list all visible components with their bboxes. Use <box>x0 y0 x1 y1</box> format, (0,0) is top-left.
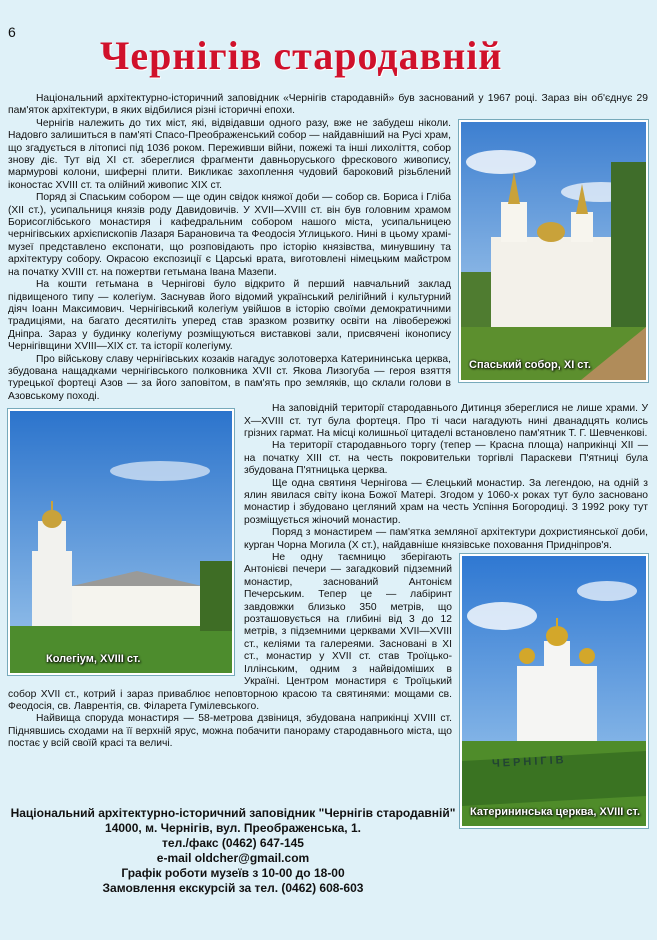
paragraph: Найвища споруда монастиря — 58-метрова дзвіниця, збудована наприкінці XVIII ст. Піднявшись сходами на її верхній ярус, можна побачити панораму стародавнього міста, що постає у всій своїй красі та величі. <box>8 713 452 750</box>
paragraph: На кошти гетьмана в Чернігові було відкрито й перший навчальний заклад підвищеного типу — колегіум. Заснував його відомий український релігійний і культурний діяч Іоанн Максимович. Чернігівський колегіум увійшов в історію своїми демократичними традиціями, на багато десятиліть уперед став зразком розвитку освіти на лівобережжі Дніпра. Зараз у будинку колегіуму розміщуються виставкові зали, присвячені іконопису Чернігівщини XVIII—XIX ст. та історії колегіуму. <box>8 279 451 353</box>
photo-caption: Катерининська церква, XVIII ст. <box>470 805 641 818</box>
paragraph: Ще одна святиня Чернігова — Єлецький монастир. За легендою, на одній з ялин явилася світу ікона Божої Матері. Згодом у 1060-х роках тут було засновано монастир і збудовано цегляний храм на честь Успіння Богородиці. З 1992 року тут розміщується жіночий монастир. <box>244 477 648 526</box>
paragraph: Поряд зі Спаським собором — ще один свідок княжої доби — собор св. Бориса і Гліба (XII ст.), усипальниця князів роду Давидовичів. У XVII—XVIII ст. він був головним храмом Борисоглібського монастиря і кафедральним собором нашого міста, усипальницею чернігівських архієпископів Лазаря Барановича та Феодосія Углицького. Нині в цьому храмі-музеї представлено експонати, що розповідають про історію князівства, минувшину та архітектуру собору. Окрасою експозиції є Царські врата, виготовлені німецьким майстром на початку XVIII ст. на пожертви гетьмана Івана Мазепи. <box>8 192 451 278</box>
footer-tours: Замовлення екскурсій за тел. (0462) 608-603 <box>102 881 364 895</box>
paragraph: На території стародавнього торгу (тепер — Красна площа) наприкінці XII — на початку XIII ст. на честь покровительки торгівлі Параскеви П'ятниці була збудована П'ятницька церква. <box>244 440 648 477</box>
photo-kolehium <box>8 409 234 675</box>
paragraph: Чернігів належить до тих міст, які, відвідавши одного разу, вже не забудеш ніколи. Надовго залишиться в пам'яті Спасо-Преображенський собор — найдавніший на Русі храм, що згадується в літописі під 1036 роком. Переживши війни, пожежі та інші лихоліття, собор знову діє. Тут від XI ст. збереглися фрагменти давньоруського фрескового живопису, мармурові колони, шиферні плити. Викликає захоплення чудовий бароковий різьблений іконостас XVIII ст. та олійний живопис XIX ст. <box>8 117 451 191</box>
paragraph: Не одну таємницю зберігають Антонієві печери — загадковий підземний монастир, заснований Антонієм Печерським. Тепер це — лабіринт завдовжки близько 350 метрів, що розташовується на глибині від 3 до 12 метрів, з підземними церквами XVII—XVIII ст., келіями та галереями. Засновані в XI ст., монастир у XVII ст. став Троїцько-Іллінським, одним з найвідоміших в Україні. Центром монастиря є Троїцький собор XVII ст., котрий і зараз приваблює неповторною красою та святинями: мощами св. Феодосія, св. Лаврентія, св. Філарета Гумілевського. <box>8 552 452 712</box>
photo-spaskyi-cathedral <box>459 120 648 382</box>
article-body <box>8 93 648 832</box>
flowerbed-lettering: ЧЕРНІГІВ <box>491 754 567 770</box>
footer-email: e-mail oldcher@gmail.com <box>156 851 310 865</box>
paragraph: Про військову славу чернігівських козаків нагадує золотоверха Катерининська церква, збудована нащадками чернігівського полковника XVII ст. Якова Лизогуба — героя взяття турецької фортеці Азов — за його заповітом, в пам'ять про земляків, що склали голови в Азовському поході. <box>8 353 451 402</box>
page-title: Чернігів стародавній <box>100 33 503 78</box>
photo-caption: Спаський собор, XI ст. <box>469 359 591 372</box>
footer-org: Національний архітектурно-історичний заповідник "Чернігів стародавній" <box>10 806 456 820</box>
paragraph: Поряд з монастирем — пам'ятка земляної архітектури дохристиянської доби, курган Чорна Могила (X ст.), найдавніше князівське поховання Придніпров'я. <box>244 527 648 551</box>
photo-caption: Колегіум, XVIII ст. <box>46 652 141 665</box>
footer-hours: Графік роботи музеїв з 10-00 до 18-00 <box>121 866 345 880</box>
paragraph: На заповідній території стародавнього Дитинця збереглися не лише храми. У X—XVIII ст. тут була фортеця. Про ті часи нагадують нині дванадцять колись грізних гармат. На місці колишньої цитаделі встановлено пам'ятник Т. Г. Шевченкові. <box>244 403 648 439</box>
footer-address: 14000, м. Чернігів, вул. Преображенська, 1. <box>105 821 361 835</box>
paragraph: Національний архітектурно-історичний заповідник «Чернігів стародавній» був заснований у 1967 році. Зараз він об'єднує 29 пам'яток архітектури, в яких відбилися різні історичні епохи. <box>8 93 648 117</box>
contact-footer <box>8 806 458 896</box>
footer-phone: тел./факс (0462) 647-145 <box>162 836 304 850</box>
photo-kateryninska-church <box>460 554 648 828</box>
page-number: 6 <box>8 24 16 40</box>
